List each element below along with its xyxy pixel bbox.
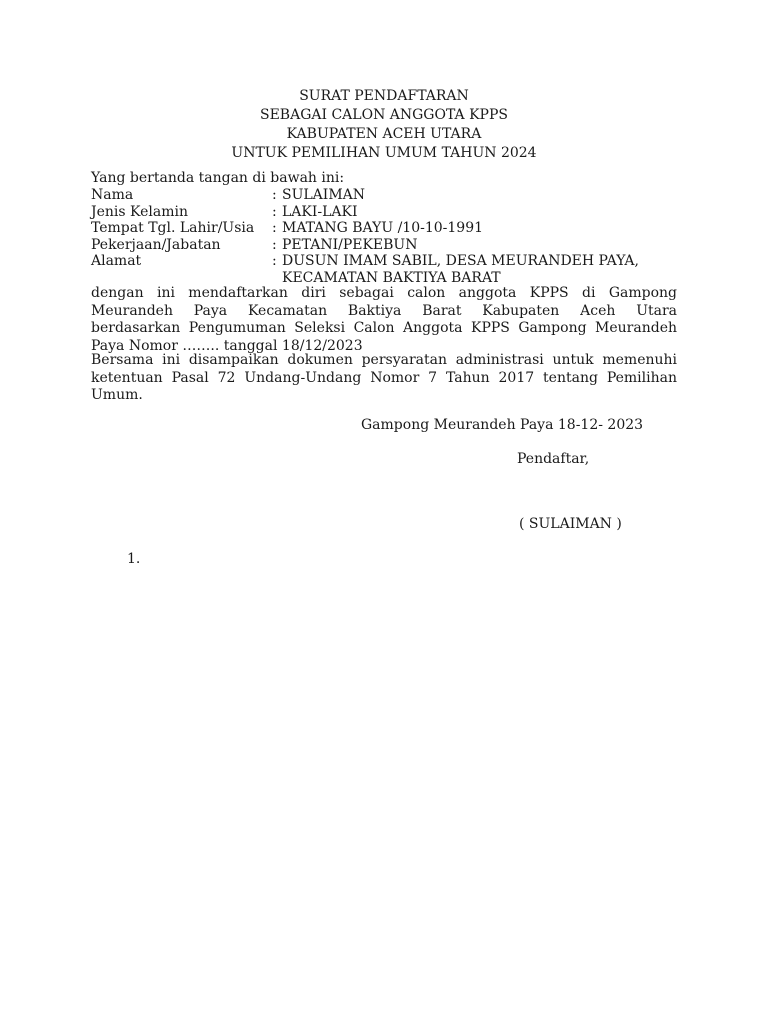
field-label: Alamat — [91, 253, 142, 269]
place-and-date: Gampong Meurandeh Paya 18-12- 2023 — [361, 417, 644, 433]
signer-name: ( SULAIMAN ) — [519, 516, 622, 532]
field-row-name — [91, 187, 691, 204]
signer-role: Pendaftar, — [517, 451, 590, 467]
field-value: MATANG BAYU /10-10-1991 — [282, 220, 484, 236]
field-label: Pekerjaan/Jabatan — [91, 236, 221, 253]
paragraph-line: dengan ini mendaftarkan diri sebagai calon anggota KPPS di Gampong — [91, 285, 677, 301]
title-line-4: UNTUK PEMILIHAN UMUM TAHUN 2024 — [231, 145, 537, 161]
paragraph-line: berdasarkan Pengumuman Seleksi Calon Anggota KPPS Gampong Meurandeh — [91, 320, 677, 336]
registration-paragraph — [91, 285, 677, 355]
title-line-1: SURAT PENDAFTARAN — [299, 88, 469, 104]
field-row-occupation — [91, 237, 691, 254]
field-value: PETANI/PEKEBUN — [282, 236, 418, 253]
field-label: Tempat Tgl. Lahir/Usia — [91, 220, 255, 236]
documents-paragraph — [91, 352, 677, 405]
paragraph-line: ketentuan Pasal 72 Undang-Undang Nomor 7 Tahun 2017 tentang Pemilihan — [91, 369, 677, 386]
paragraph-line: Paya Nomor …….. tanggal 18/12/2023 — [91, 337, 363, 354]
field-value: DUSUN IMAM SABIL, DESA MEURANDEH PAYA, — [282, 253, 639, 269]
field-colon: : — [272, 203, 277, 220]
address-continuation: KECAMATAN BAKTIYA BARAT — [282, 269, 501, 286]
title-line-2: SEBAGAI CALON ANGGOTA KPPS — [259, 107, 508, 123]
identity-fields — [91, 187, 691, 286]
field-colon: : — [272, 236, 277, 253]
intro-text: Yang bertanda tangan di bawah ini: — [91, 170, 345, 186]
title-line-3: KABUPATEN ACEH UTARA — [286, 126, 482, 142]
field-value: LAKI-LAKI — [282, 203, 358, 220]
field-row-gender — [91, 204, 691, 221]
field-colon: : — [272, 220, 277, 236]
paragraph-line: Bersama ini disampaikan dokumen persyaratan administrasi untuk memenuhi — [91, 352, 677, 368]
field-label: Jenis Kelamin — [91, 203, 188, 220]
paragraph-line: Meurandeh Paya Kecamatan Baktiya Barat Kabupaten Aceh Utara — [91, 302, 677, 319]
field-label: Nama — [91, 187, 134, 203]
field-row-address — [91, 253, 691, 270]
list-item-number: 1. — [127, 551, 141, 567]
field-colon: : — [272, 253, 277, 269]
field-row-birth — [91, 220, 691, 237]
document-title — [0, 87, 768, 163]
field-value: SULAIMAN — [282, 187, 366, 203]
field-colon: : — [272, 187, 277, 203]
paragraph-line: Umum. — [91, 387, 143, 403]
